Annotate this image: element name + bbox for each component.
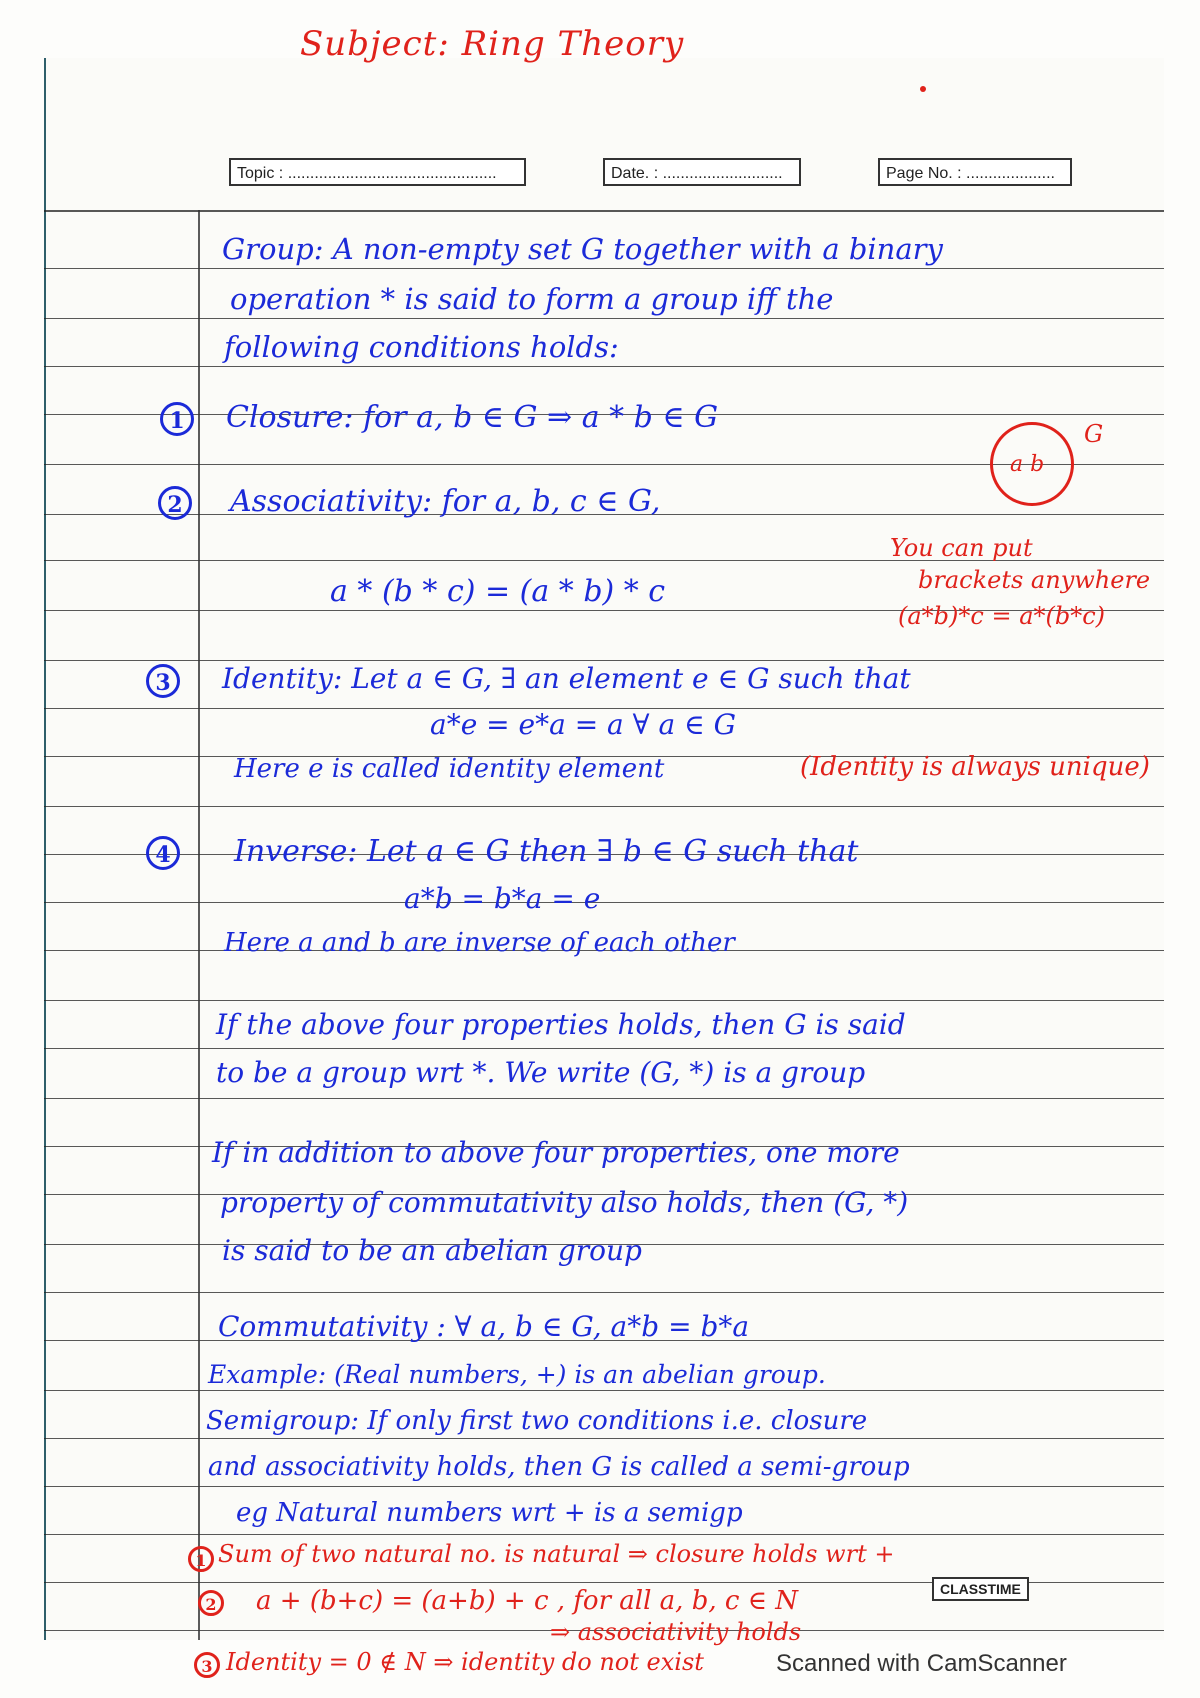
- semigroup-line-2: and associativity holds, then G is called a semi-group: [208, 1452, 910, 1482]
- group-def-line-2: operation * is said to form a group iff the: [230, 282, 834, 316]
- date-field: Date. : ...........................: [603, 158, 801, 186]
- subject-heading: Subject: Ring Theory: [300, 24, 685, 64]
- side-note-line-2: brackets anywhere: [918, 566, 1151, 594]
- red-number-badge-1: 1: [188, 1546, 214, 1572]
- number-badge-3: 3: [146, 664, 180, 698]
- group-summary-line-2: to be a group wrt *. We write (G, *) is a group: [216, 1056, 866, 1089]
- red-note-closure: Sum of two natural no. is natural ⇒ closure holds wrt +: [218, 1540, 895, 1568]
- group-summary-line-1: If the above four properties holds, then G is said: [216, 1008, 906, 1041]
- identity-unique-note: (Identity is always unique): [800, 752, 1150, 782]
- side-note-line-3: (a*b)*c = a*(b*c): [898, 602, 1106, 630]
- camscanner-watermark: Scanned with CamScanner: [776, 1650, 1067, 1677]
- set-g-elements: a b: [1010, 452, 1045, 477]
- abelian-line-1: If in addition to above four properties, one more: [212, 1136, 900, 1169]
- number-badge-4: 4: [146, 836, 180, 870]
- red-number-badge-3: 3: [194, 1652, 220, 1678]
- red-number-badge-2: 2: [198, 1590, 224, 1616]
- associativity-line: Associativity: for a, b, c ∈ G,: [230, 484, 661, 519]
- closure-line: Closure: for a, b ∈ G ⇒ a * b ∈ G: [226, 400, 719, 435]
- identity-line-3: Here e is called identity element: [234, 754, 665, 784]
- topic-field: Topic : ...............................................: [229, 158, 526, 186]
- page-no-field: Page No. : ....................: [878, 158, 1072, 186]
- ink-dot: [920, 86, 926, 92]
- red-note-identity: Identity = 0 ∉ N ⇒ identity do not exist: [226, 1648, 704, 1676]
- group-def-line-1: Group: A non-empty set G together with a binary: [222, 232, 943, 266]
- semigroup-line-1: Semigroup: If only first two conditions i.e. closure: [206, 1406, 868, 1436]
- abelian-line-3: is said to be an abelian group: [222, 1234, 642, 1267]
- number-badge-2: 2: [158, 486, 192, 520]
- abelian-line-2: property of commutativity also holds, then (G, *): [220, 1186, 909, 1219]
- commutativity-line: Commutativity : ∀ a, b ∈ G, a*b = b*a: [218, 1310, 750, 1343]
- red-note-associativity: a + (b+c) = (a+b) + c , for all a, b, c ∈ N: [256, 1586, 798, 1616]
- example-line: Example: (Real numbers, +) is an abelian group.: [208, 1360, 826, 1389]
- set-g-label: G: [1084, 420, 1104, 448]
- margin-line: [198, 210, 200, 1640]
- associativity-formula: a * (b * c) = (a * b) * c: [330, 574, 666, 609]
- inverse-line-3: Here a and b are inverse of each other: [224, 928, 735, 958]
- inverse-line-2: a*b = b*a = e: [404, 882, 601, 915]
- classtime-logo: CLASSTIME: [932, 1577, 1029, 1601]
- group-def-line-3: following conditions holds:: [224, 330, 619, 364]
- inverse-line-1: Inverse: Let a ∈ G then ∃ b ∈ G such that: [234, 834, 859, 869]
- identity-line-1: Identity: Let a ∈ G, ∃ an element e ∈ G such that: [222, 662, 911, 695]
- number-badge-1: 1: [160, 402, 194, 436]
- identity-line-2: a*e = e*a = a ∀ a ∈ G: [430, 708, 737, 741]
- red-note-associativity-holds: ⇒ associativity holds: [550, 1618, 802, 1646]
- side-note-line-1: You can put: [890, 534, 1033, 562]
- semigroup-line-3: eg Natural numbers wrt + is a semigp: [236, 1498, 743, 1528]
